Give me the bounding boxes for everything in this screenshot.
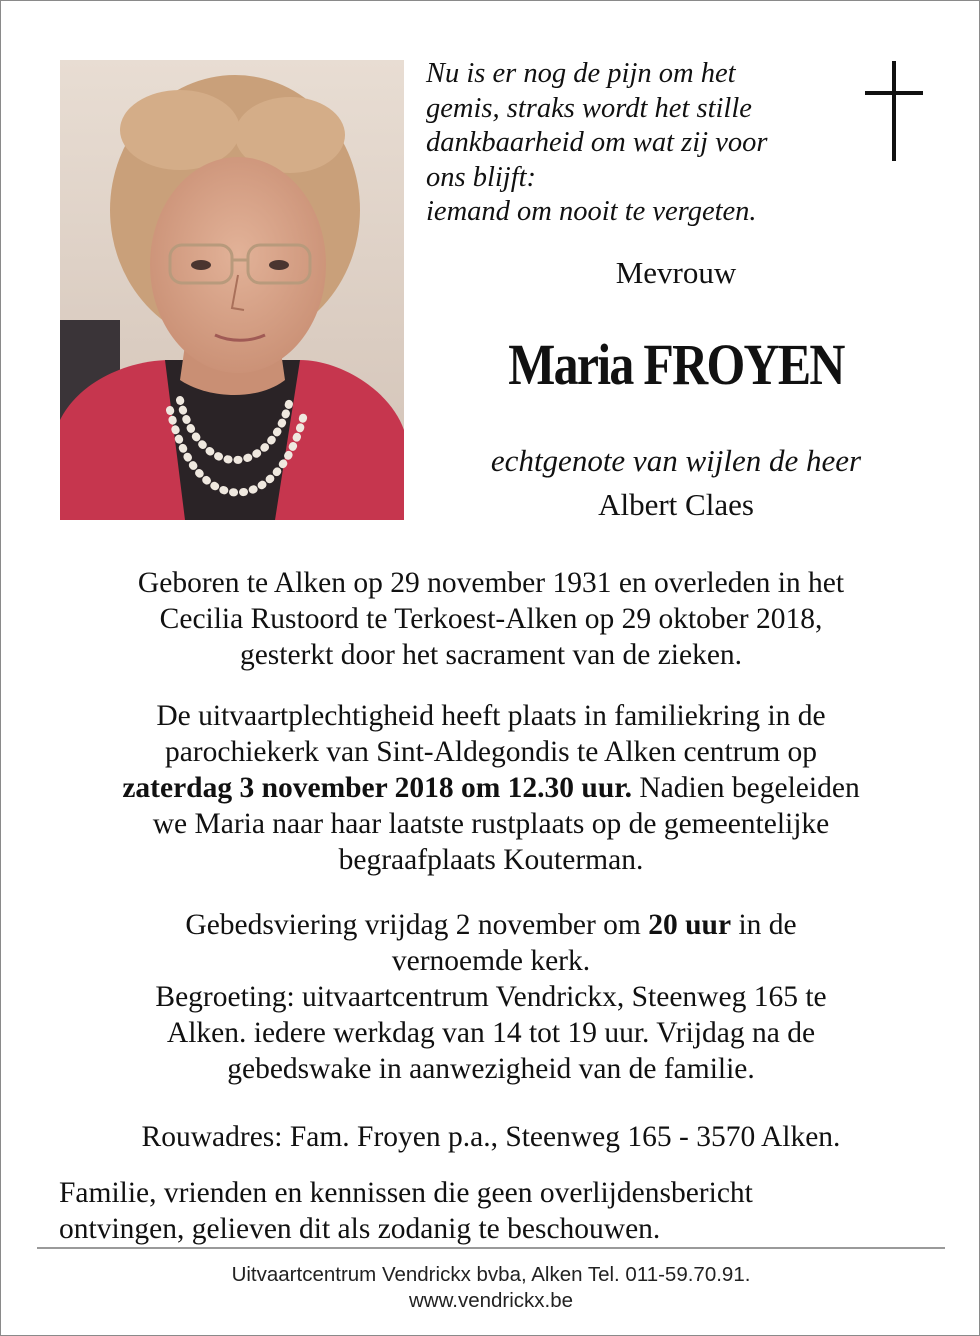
paragraph-line: gesterkt door het sacrament van de zieken.	[239, 639, 743, 671]
paragraph-text: in de	[731, 909, 797, 941]
paragraph-line: we Maria naar haar laatste rustplaats op de gemeentelijke	[152, 808, 830, 840]
funeral-date: zaterdag 3 november 2018 om 12.30 uur.	[122, 772, 632, 804]
spouse-name: Albert Claes	[598, 487, 754, 522]
paragraph-text: Gebedsviering vrijdag 2 november om	[185, 909, 649, 941]
notice-paragraph	[59, 1175, 939, 1247]
poem-line: dankbaarheid om wat zij voor	[426, 127, 768, 158]
address-paragraph	[41, 1119, 941, 1155]
paragraph-line: parochiekerk van Sint-Aldegondis te Alken centrum op	[164, 736, 818, 768]
paragraph-line	[41, 907, 941, 943]
paragraph-line: Begroeting: uitvaartcentrum Vendrickx, Steenweg 165 te	[155, 981, 827, 1013]
salutation: Mevrouw	[615, 255, 737, 290]
poem-line: gemis, straks wordt het stille	[426, 92, 752, 124]
paragraph-line	[41, 770, 941, 806]
poem-line: Nu is er nog de pijn om het	[426, 58, 736, 89]
paragraph-line: gebedswake in aanwezigheid van de familie.	[227, 1053, 755, 1085]
prayer-time: 20 uur	[648, 909, 732, 941]
paragraph-line: Familie, vrienden en kennissen die geen overlijdensbericht	[59, 1177, 753, 1209]
paragraph-line: begraafplaats Kouterman.	[338, 844, 644, 876]
paragraph-line: Cecilia Rustoord te Terkoest-Alken op 29 oktober 2018,	[159, 603, 823, 635]
website-link[interactable]: www.vendrickx.be	[408, 1289, 574, 1312]
prayer-paragraph	[41, 907, 941, 1087]
spouse-intro: echtgenote van wijlen de heer	[490, 443, 862, 478]
paragraph-line: Geboren te Alken op 29 november 1931 en overleden in het	[137, 567, 845, 599]
birth-death-paragraph	[41, 565, 941, 673]
portrait-photo	[60, 60, 404, 520]
paragraph-line: vernoemde kerk.	[391, 945, 591, 977]
paragraph-text: Nadien begeleiden	[631, 772, 860, 804]
paragraph-line: Rouwadres: Fam. Froyen p.a., Steenweg 165 - 3570 Alken.	[141, 1121, 841, 1153]
poem-line: iemand om nooit te vergeten.	[426, 196, 757, 227]
portrait-illustration	[60, 60, 404, 520]
paragraph-line: ontvingen, gelieven dit als zodanig te beschouwen.	[59, 1213, 661, 1245]
poem	[426, 57, 856, 230]
poem-line: ons blijft:	[426, 161, 537, 193]
paragraph-line: De uitvaartplechtigheid heeft plaats in familiekring in de	[156, 700, 826, 732]
funeral-home-info: Uitvaartcentrum Vendrickx bvba, Alken Tel. 011-59.70.91.	[231, 1263, 751, 1286]
cross-icon	[865, 61, 923, 161]
deceased-name: Maria FROYEN	[508, 332, 844, 397]
paragraph-line: Alken. iedere werkdag van 14 tot 19 uur. Vrijdag na de	[166, 1017, 816, 1049]
divider	[37, 1247, 945, 1249]
funeral-paragraph	[41, 698, 941, 878]
